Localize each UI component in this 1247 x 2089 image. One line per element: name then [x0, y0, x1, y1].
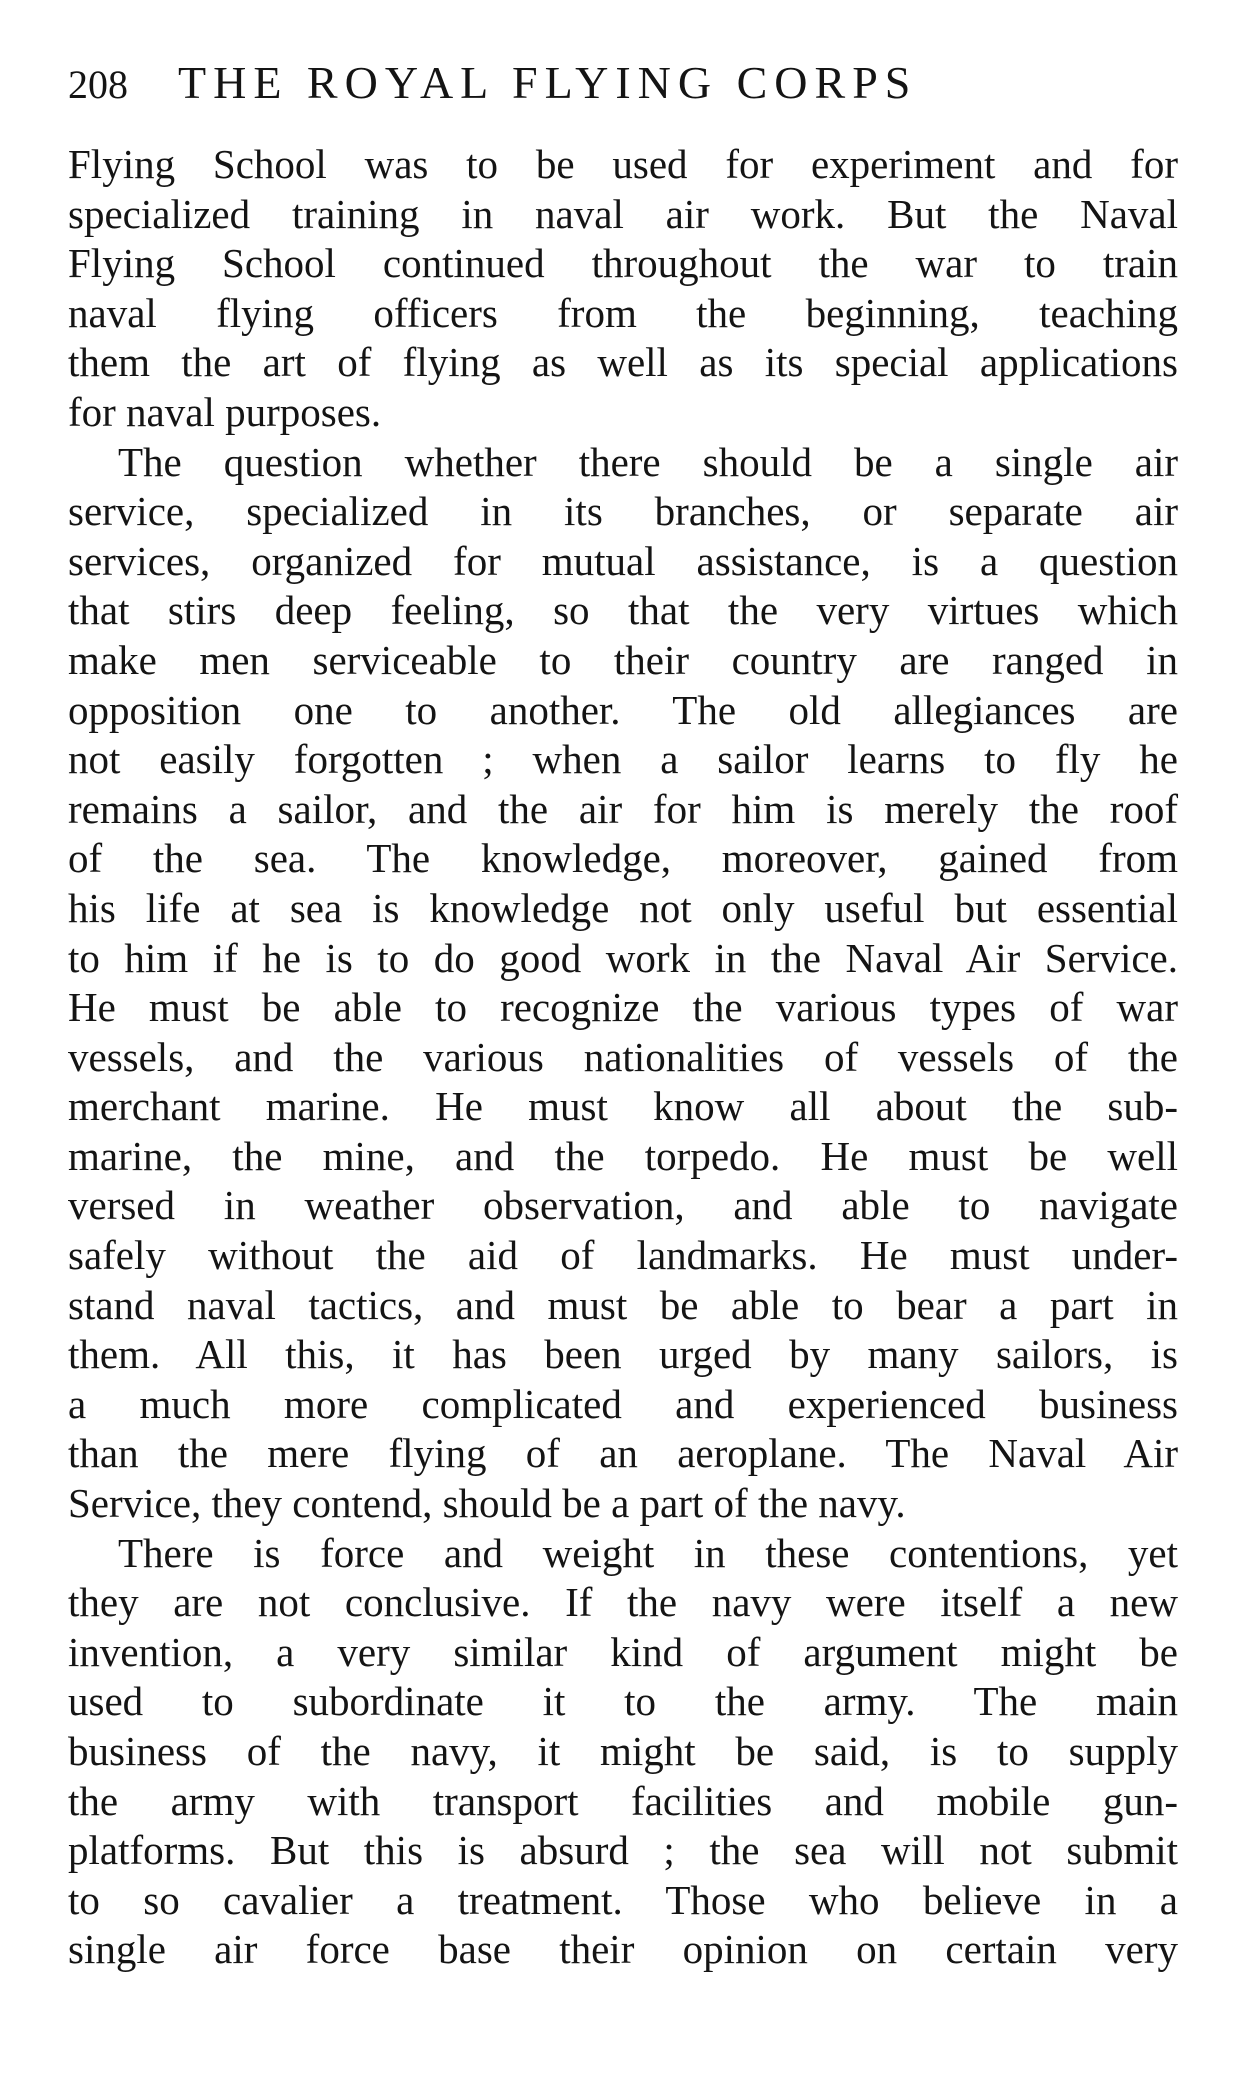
text-line: them the art of flying as well as its special applications [68, 339, 1178, 386]
text-line: safely without the aid of landmarks. He must under- [68, 1232, 1178, 1279]
text-line: opposition one to another. The old allegiances are [68, 686, 1178, 733]
text-line: invention, a very similar kind of argument might be [68, 1628, 1178, 1675]
text-line: they are not conclusive. If the navy were itself a new [68, 1579, 1178, 1626]
text-line: to so cavalier a treatment. Those who believe in a [68, 1876, 1178, 1923]
text-line: Service, they contend, should be a part of the navy. [68, 1480, 906, 1527]
text-line: to him if he is to do good work in the Naval Air Service. [68, 934, 1178, 981]
text-line: remains a sailor, and the air for him is merely the roof [68, 785, 1178, 832]
text-line: business of the navy, it might be said, is to supply [68, 1728, 1178, 1774]
text-line: for naval purposes. [68, 388, 382, 435]
text-line: a much more complicated and experienced business [68, 1380, 1178, 1427]
running-head [68, 52, 1168, 114]
text-line: that stirs deep feeling, so that the very virtues which [68, 587, 1178, 634]
text-line: his life at sea is knowledge not only useful but essential [68, 884, 1178, 931]
text-line: than the mere flying of an aeroplane. The Naval Air [68, 1430, 1178, 1477]
page-number: 208 [68, 62, 128, 107]
text-line: He must be able to recognize the various types of war [68, 984, 1178, 1031]
text-line: There is force and weight in these contentions, yet [118, 1529, 1178, 1576]
text-line: vessels, and the various nationalities of vessels of the [68, 1033, 1178, 1080]
text-line: used to subordinate it to the army. The main [68, 1678, 1178, 1725]
text-line: them. All this, it has been urged by many sailors, is [68, 1331, 1178, 1378]
text-line: merchant marine. He must know all about the sub- [68, 1083, 1178, 1130]
text-line: marine, the mine, and the torpedo. He must be well [68, 1132, 1178, 1179]
text-line: The question whether there should be a single air [118, 438, 1178, 485]
text-line: stand naval tactics, and must be able to bear a part in [68, 1281, 1178, 1328]
text-line: of the sea. The knowledge, moreover, gained from [68, 835, 1178, 882]
book-title: THE ROYAL FLYING CORPS [178, 57, 918, 108]
text-line: specialized training in naval air work. But the Naval [68, 190, 1178, 237]
body-text [68, 140, 1178, 1975]
text-line: not easily forgotten ; when a sailor learns to fly he [68, 736, 1178, 783]
text-line: the army with transport facilities and mobile gun- [68, 1777, 1178, 1824]
text-line: make men serviceable to their country are ranged in [68, 636, 1178, 683]
text-line: single air force base their opinion on certain very [68, 1926, 1178, 1973]
text-line: Flying School was to be used for experiment and for [68, 141, 1178, 187]
text-line: services, organized for mutual assistance, is a question [68, 537, 1178, 584]
text-line: platforms. But this is absurd ; the sea will not submit [68, 1827, 1178, 1874]
text-line: service, specialized in its branches, or separate air [68, 488, 1178, 535]
text-line: naval flying officers from the beginning, teaching [68, 289, 1178, 336]
text-line: Flying School continued throughout the war to train [68, 240, 1178, 287]
text-line: versed in weather observation, and able to navigate [68, 1182, 1178, 1229]
